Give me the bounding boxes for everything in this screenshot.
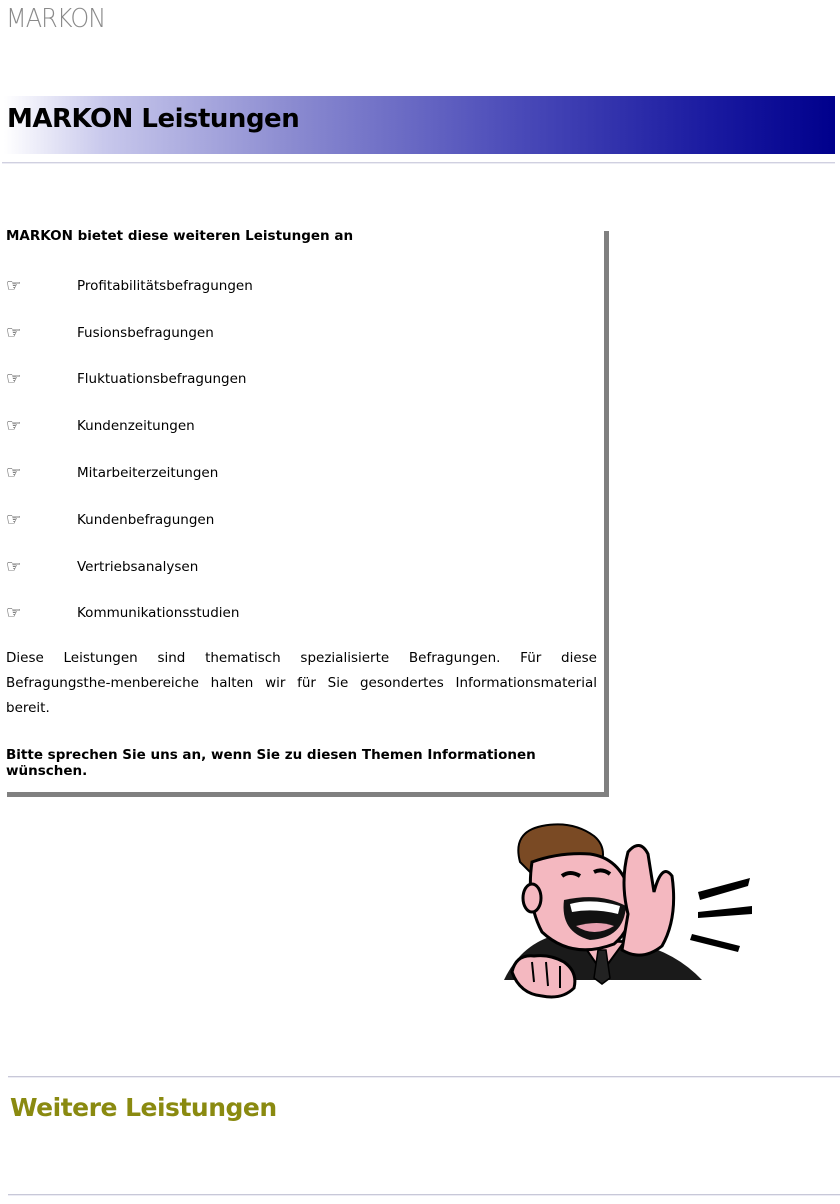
list-item bbox=[6, 557, 596, 579]
list-item bbox=[6, 369, 596, 391]
pointing-hand-icon: ☞ bbox=[6, 276, 22, 296]
page-title-banner bbox=[4, 96, 835, 154]
service-label: Kommunikationsstudien bbox=[77, 605, 240, 621]
service-label: Kundenzeitungen bbox=[77, 418, 195, 434]
list-item bbox=[6, 603, 596, 625]
service-label: Fluktuationsbefragungen bbox=[77, 371, 247, 387]
pointing-hand-icon: ☞ bbox=[6, 557, 22, 577]
list-item bbox=[6, 510, 596, 532]
services-box bbox=[2, 226, 604, 792]
service-label: Mitarbeiterzeitungen bbox=[77, 465, 219, 481]
pointing-hand-icon: ☞ bbox=[6, 603, 22, 623]
divider bbox=[8, 1194, 840, 1196]
service-label: Fusionsbefragungen bbox=[77, 325, 214, 341]
list-item bbox=[6, 463, 596, 485]
divider bbox=[2, 162, 835, 164]
section-title: Weitere Leistungen bbox=[10, 1093, 277, 1122]
services-heading: MARKON bietet diese weiteren Leistungen an bbox=[6, 228, 354, 244]
service-label: Vertriebsanalysen bbox=[77, 559, 199, 575]
page-title: MARKON Leistungen bbox=[7, 104, 300, 134]
markon-logo[interactable]: MARKON bbox=[6, 4, 106, 34]
divider bbox=[8, 1076, 840, 1078]
service-label: Kundenbefragungen bbox=[77, 512, 215, 528]
service-label: Profitabilitätsbefragungen bbox=[77, 278, 253, 294]
services-description: Diese Leistungen sind thematisch spezialisierte Befragungen. Für diese Befragungsthe-menbereiche halten wir für Sie gesondertes Informationsmaterial bereit. bbox=[6, 650, 597, 716]
call-to-action: Bitte sprechen Sie uns an, wenn Sie zu diesen Themen Informationen wünschen. bbox=[6, 747, 536, 779]
shouting-man-icon bbox=[502, 822, 758, 1000]
list-item bbox=[6, 323, 596, 345]
pointing-hand-icon: ☞ bbox=[6, 416, 22, 436]
list-item bbox=[6, 276, 596, 298]
list-item bbox=[6, 416, 596, 438]
pointing-hand-icon: ☞ bbox=[6, 323, 22, 343]
pointing-hand-icon: ☞ bbox=[6, 463, 22, 483]
pointing-hand-icon: ☞ bbox=[6, 510, 22, 530]
pointing-hand-icon: ☞ bbox=[6, 369, 22, 389]
